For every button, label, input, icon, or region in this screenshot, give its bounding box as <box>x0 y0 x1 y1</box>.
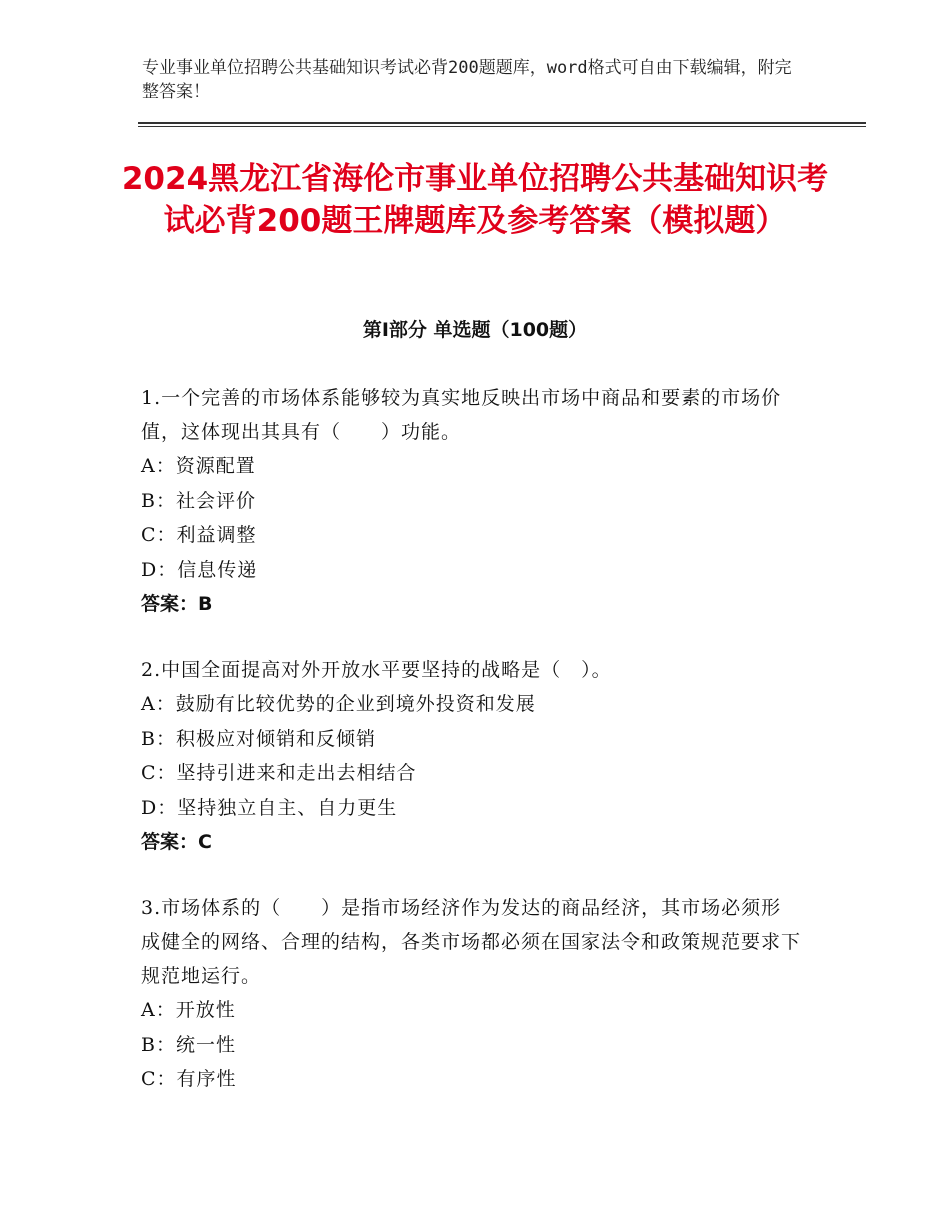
option-c: C：有序性 <box>141 1068 237 1090</box>
question-stem: 1.一个完善的市场体系能够较为真实地反映出市场中商品和要素的市场价值，这体现出其具有（ ）功能。 <box>141 387 782 443</box>
question-stem: 2.中国全面提高对外开放水平要坚持的战略是（ ）。 <box>141 659 612 681</box>
option-a: A：鼓励有比较优势的企业到境外投资和发展 <box>141 693 536 715</box>
option-b: B：积极应对倾销和反倾销 <box>141 727 376 750</box>
header-rule-thin <box>138 126 866 127</box>
question-2 <box>141 653 801 860</box>
answer: 答案：B <box>141 593 213 615</box>
option-d: D：坚持独立自主、自力更生 <box>141 796 398 819</box>
question-3 <box>141 891 801 1097</box>
question-stem: 3.市场体系的（ ）是指市场经济作为发达的商品经济，其市场必须形成健全的网络、合理的结构，各类市场都必须在国家法令和政策规范要求下规范地运行。 <box>141 897 802 987</box>
option-c: C：利益调整 <box>141 524 257 546</box>
option-b: B：统一性 <box>141 1033 236 1056</box>
option-d: D：信息传递 <box>141 558 258 581</box>
question-1 <box>141 381 801 622</box>
option-a: A：资源配置 <box>141 455 256 477</box>
header-note: 专业事业单位招聘公共基础知识考试必背200题题库，word格式可自由下载编辑，附完整答案！ <box>142 58 792 102</box>
answer: 答案：C <box>141 831 212 853</box>
option-c: C：坚持引进来和走出去相结合 <box>141 762 417 784</box>
option-a: A：开放性 <box>141 999 236 1021</box>
section-heading: 第I部分 单选题（100题） <box>362 319 588 341</box>
header-rule-thick <box>138 122 866 124</box>
document-title: 2024黑龙江省海伦市事业单位招聘公共基础知识考试必背200题王牌题库及参考答案（模拟题） <box>121 161 829 239</box>
option-b: B：社会评价 <box>141 489 256 512</box>
